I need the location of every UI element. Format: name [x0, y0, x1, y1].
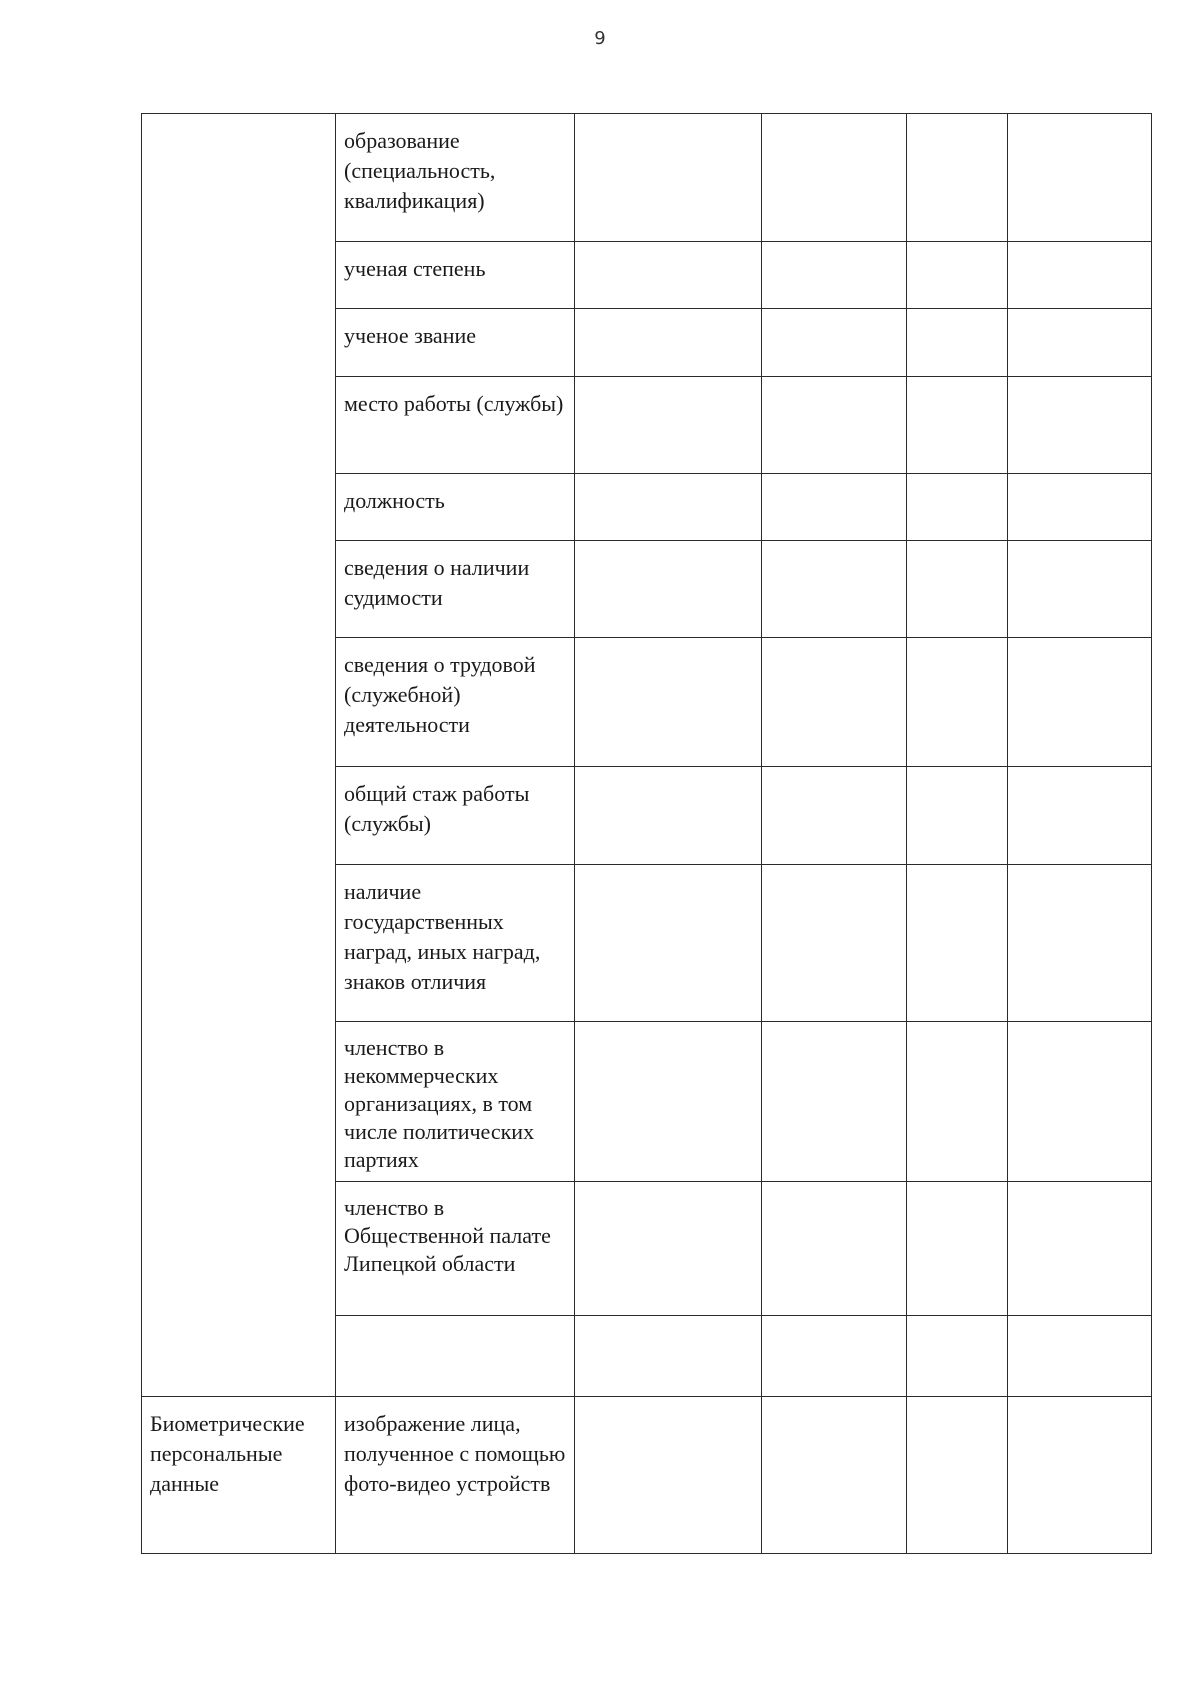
empty-cell [575, 1022, 762, 1182]
item-cell [336, 767, 575, 865]
empty-cell [907, 865, 1008, 1022]
empty-cell [907, 1182, 1008, 1316]
item-label: ученое звание [344, 323, 476, 348]
item-label: членство в Общественной палате Липецкой области [344, 1195, 551, 1276]
personal-data-table [141, 113, 1152, 1554]
empty-cell [907, 638, 1008, 767]
category-label: Биометрические персональные данные [150, 1411, 305, 1496]
empty-cell [907, 114, 1008, 242]
empty-cell [575, 865, 762, 1022]
item-label [336, 1316, 574, 1328]
empty-cell [575, 309, 762, 377]
empty-cell [575, 638, 762, 767]
empty-cell [575, 1182, 762, 1316]
category-cell [142, 114, 336, 1397]
empty-cell [762, 1022, 907, 1182]
item-cell [336, 114, 575, 242]
item-label: сведения о наличии судимости [344, 555, 530, 610]
empty-cell [1008, 474, 1152, 541]
item-label: общий стаж работы (службы) [344, 781, 530, 836]
empty-cell [907, 767, 1008, 865]
item-cell [336, 377, 575, 474]
empty-cell [1008, 309, 1152, 377]
empty-cell [762, 1182, 907, 1316]
empty-cell [907, 242, 1008, 309]
item-label: ученая степень [344, 256, 486, 281]
empty-cell [575, 114, 762, 242]
empty-cell [762, 114, 907, 242]
empty-cell [575, 767, 762, 865]
item-cell [336, 1397, 575, 1554]
empty-cell [575, 242, 762, 309]
empty-cell [907, 309, 1008, 377]
item-cell [336, 1022, 575, 1182]
item-cell [336, 242, 575, 309]
empty-cell [1008, 1022, 1152, 1182]
empty-cell [762, 767, 907, 865]
item-label: образование (специальность, квалификация) [344, 128, 496, 213]
empty-cell [907, 1022, 1008, 1182]
empty-cell [762, 865, 907, 1022]
item-label: место работы (службы) [344, 391, 564, 416]
empty-cell [1008, 377, 1152, 474]
empty-cell [762, 1316, 907, 1397]
item-label: наличие государственных наград, иных наград, знаков отличия [344, 879, 541, 994]
empty-cell [907, 1397, 1008, 1554]
empty-cell [575, 377, 762, 474]
category-label [142, 114, 335, 126]
empty-cell [1008, 114, 1152, 242]
empty-cell [762, 541, 907, 638]
item-cell [336, 1182, 575, 1316]
empty-cell [575, 1316, 762, 1397]
empty-cell [907, 377, 1008, 474]
empty-cell [907, 1316, 1008, 1397]
item-cell [336, 541, 575, 638]
empty-cell [1008, 1316, 1152, 1397]
empty-cell [762, 1397, 907, 1554]
item-cell [336, 309, 575, 377]
empty-cell [575, 1397, 762, 1554]
item-cell [336, 1316, 575, 1397]
item-cell [336, 638, 575, 767]
item-label: изображение лица, полученное с помощью фото-видео устройств [344, 1411, 566, 1496]
empty-cell [575, 541, 762, 638]
item-label: должность [344, 488, 445, 513]
empty-cell [907, 541, 1008, 638]
category-cell [142, 1397, 336, 1554]
item-cell [336, 865, 575, 1022]
empty-cell [1008, 638, 1152, 767]
empty-cell [907, 474, 1008, 541]
item-cell [336, 474, 575, 541]
empty-cell [1008, 242, 1152, 309]
table-row [142, 1397, 1152, 1554]
empty-cell [1008, 541, 1152, 638]
empty-cell [762, 309, 907, 377]
empty-cell [1008, 1182, 1152, 1316]
empty-cell [762, 638, 907, 767]
empty-cell [1008, 1397, 1152, 1554]
empty-cell [762, 377, 907, 474]
empty-cell [762, 242, 907, 309]
item-label: членство в некоммерческих организациях, в том числе политических партиях [344, 1035, 535, 1172]
empty-cell [762, 474, 907, 541]
empty-cell [575, 474, 762, 541]
empty-cell [1008, 865, 1152, 1022]
page-number: 9 [594, 28, 606, 49]
empty-cell [1008, 767, 1152, 865]
table-row [142, 114, 1152, 242]
item-label: сведения о трудовой (служебной) деятельности [344, 652, 536, 737]
